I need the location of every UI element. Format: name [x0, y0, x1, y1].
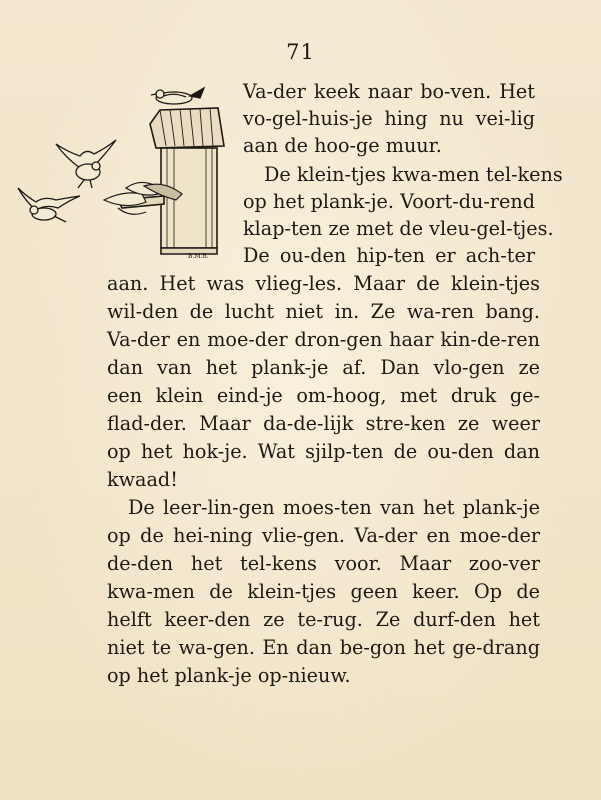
text-line: op het hok-je. Wat sjilp-ten de ou-den dan: [107, 440, 540, 463]
birdhouse: [118, 108, 224, 254]
flying-bird-center: [56, 140, 116, 188]
birds-and-birdhouse-illustration: [14, 84, 242, 260]
text-line: aan de hoo-ge muur.: [243, 134, 442, 157]
text-line: aan. Het was vlieg-les. Maar de klein-tjes: [107, 272, 540, 295]
text-line: kwa-men de klein-tjes geen keer. Op de: [107, 580, 540, 603]
text-line: kwaad!: [107, 468, 178, 491]
text-line: De ou-den hip-ten er ach-ter: [243, 244, 535, 267]
text-line: De klein-tjes kwa-men tel-kens: [264, 163, 563, 186]
flying-bird-left: [18, 188, 80, 222]
text-line: klap-ten ze met de vleu-gel-tjes.: [243, 217, 554, 240]
text-line: op het plank-je op-nieuw.: [107, 664, 351, 687]
text-line: een klein eind-je om-hoog, met druk ge-: [107, 384, 540, 407]
text-line: wil-den de lucht niet in. Ze wa-ren bang.: [107, 300, 540, 323]
page-number: 71: [286, 40, 315, 64]
bird-on-roof: [151, 88, 204, 104]
text-line: flad-der. Maar da-de-lijk stre-ken ze weer: [107, 412, 540, 435]
text-line: helft keer-den ze te-rug. Ze durf-den het: [107, 608, 540, 631]
text-line: de-den het tel-kens voor. Maar zoo-ver: [107, 552, 540, 575]
text-line: vo-gel-huis-je hing nu vei-lig: [243, 107, 535, 130]
text-line: Va-der keek naar bo-ven. Het: [243, 80, 535, 103]
text-line: Va-der en moe-der dron-gen haar kin-de-ren: [107, 328, 540, 351]
illustrator-signature: B.M.B.: [188, 253, 209, 260]
text-line: op het plank-je. Voort-du-rend: [243, 190, 535, 213]
text-line: op de hei-ning vlie-gen. Va-der en moe-der: [107, 524, 540, 547]
text-line: dan van het plank-je af. Dan vlo-gen ze: [107, 356, 540, 379]
text-line: De leer-lin-gen moes-ten van het plank-je: [128, 496, 540, 519]
text-line: niet te wa-gen. En dan be-gon het ge-drang: [107, 636, 540, 659]
